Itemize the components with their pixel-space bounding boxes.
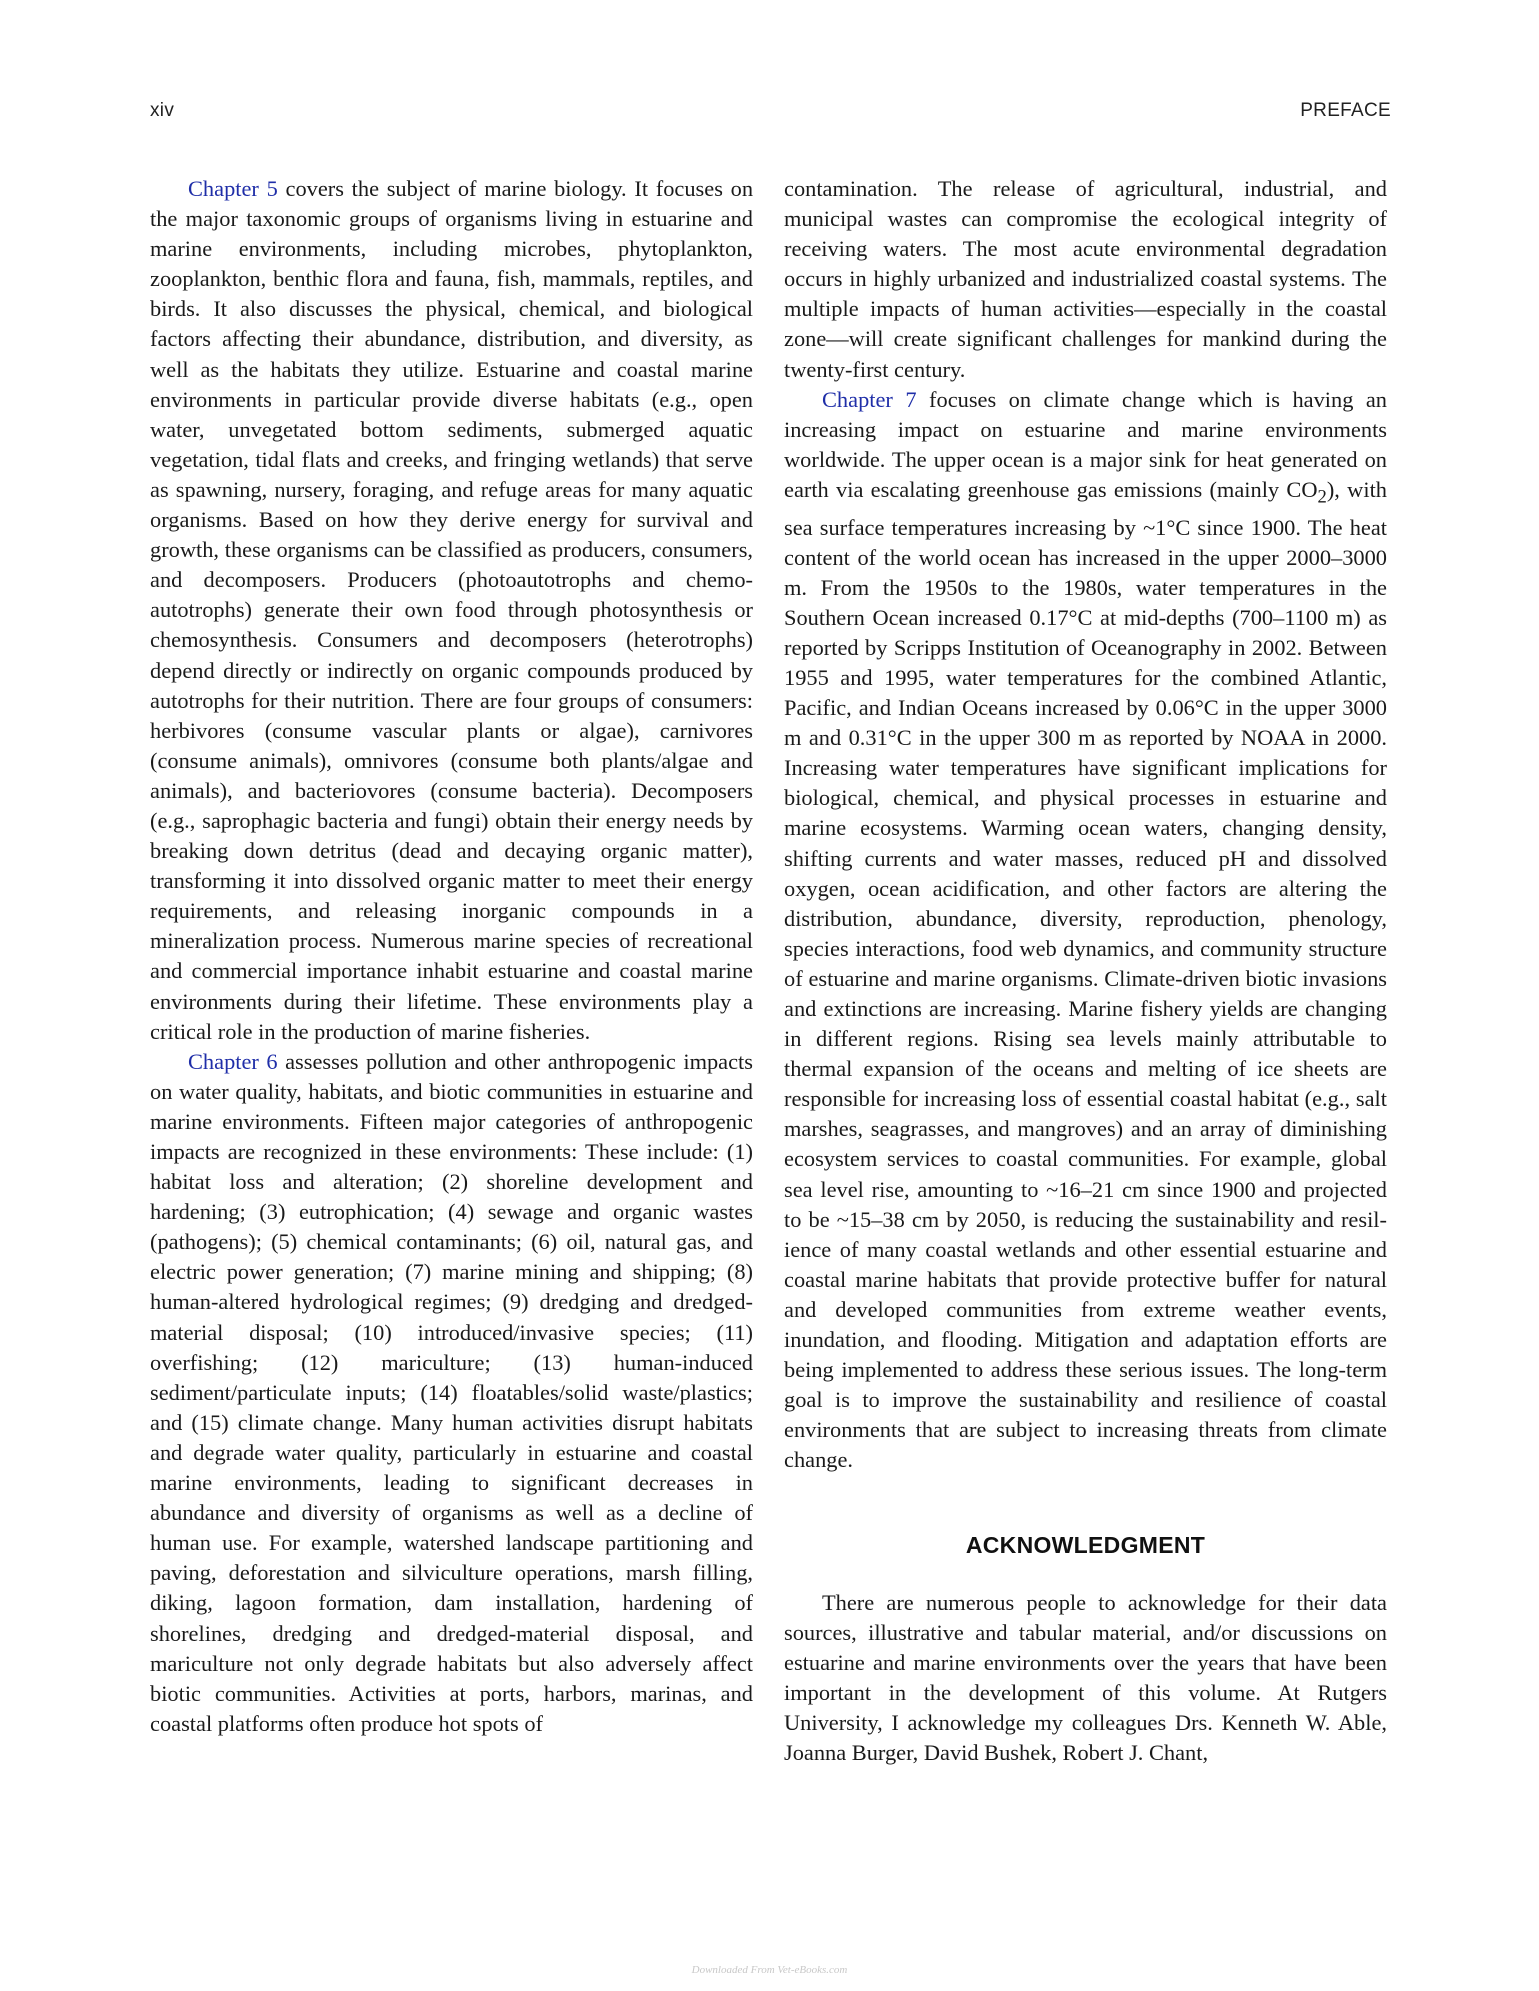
chapter-7-link[interactable]: Chapter 7 [822, 386, 917, 412]
paragraph-chapter-6 [150, 1047, 753, 1739]
page-number: xiv [150, 100, 175, 121]
chapter-6-link[interactable]: Chapter 6 [188, 1048, 278, 1074]
watermark: Downloaded From Vet-eBooks.com [691, 1964, 848, 1976]
paragraph-text: covers the subject of marine biology. It focuses on the major taxonomic groups of organisms living in estuarine and marine environments, including microbes, phytoplankton, zooplankton, benthic flora and fauna, fish, mammals, reptiles, and birds. It also discusses the physical, chemical, and biological factors affecting their abundance, distribution, and diversity, as well as the habitats they utilize. Estuarine and coastal marine environments in particular provide diverse habitats (e.g., open water, unvegetated bottom sediments, submerged aquatic vegetation, tidal flats and creeks, and fringing wetlands) that serve as spawning, nursery, foraging, and refuge areas for many aquatic organisms. Based on how they derive energy for survival and growth, these organisms can be classified as producers, consumers, and decomposers. Producers (photoautotrophs and chemoautotrophs) generate their own food through photosynthesis or chemosynthesis. Consumers and decomposers (heterotrophs) depend directly or indirectly on organic compounds produced by autotrophs for their nutrition. There are four groups of consumers: herbivores (consume vascular plants or algae), carnivores (consume animals), omnivores (consume both plants/algae and animals), and bacteriovores (consume bacteria). Decomposers (e.g., saprophagic bacteria and fungi) obtain their energy needs by breaking down detritus (dead and decaying organic matter), transforming it into dissolved organic matter to meet their energy requirements, and releasing inorganic compounds in a mineralization process. Numerous marine species of recreational and commercial importance inhabit estuarine and coastal marine environments during their lifetime. These environments play a critical role in the production of marine fisheries. [150, 176, 754, 1044]
chapter-5-link[interactable]: Chapter 5 [188, 176, 278, 201]
subscript: 2 [1317, 486, 1327, 508]
paragraph-continuation: contamination. The release of agricultural, industrial, and municipal wastes can compromise the ecological integrity of receiving waters. The most acute environmental degradation occurs in highly urbanized and industrialized coastal systems. The multiple impacts of human activities—especially in the coastal zone—will create significant challenges for mankind during the twenty-first century. [784, 176, 1387, 382]
left-column [150, 174, 753, 1739]
acknowledgment-heading: ACKNOWLEDGMENT [965, 1531, 1206, 1558]
paragraph-chapter-7 [784, 385, 1387, 1476]
running-title: PREFACE [1300, 100, 1391, 121]
paragraph-text: focuses on climate change which is having an increasing impact on estuarine and marine environments worldwide. The upper ocean is a major sink for heat generated on earth via escalating greenhouse gas emissions (mainly CO [784, 386, 1388, 502]
right-column [784, 174, 1387, 1768]
paragraph-text: ), with sea surface temperatures increasing by ~1°C since 1900. The heat content of the world ocean has increased in the upper 2000–3000 m. From the 1950s to the 1980s, water temperatures in the Southern Ocean increased 0.17°C at mid-depths (700–1100 m) as reported by Scripps Institution of Oceanography in 2002. Between 1955 and 1995, water temperatures for the combined Atlantic, Pacific, and Indian Oceans increased by 0.06°C in the upper 3000 m and 0.31°C in the upper 300 m as reported by NOAA in 2000. Increasing water temperatures have significant implications for biological, chemical, and physical processes in estuarine and marine ecosystems. Warming ocean waters, changing density, shifting currents and water masses, reduced pH and dissolved oxygen, ocean acidification, and other factors are altering the distribution, abundance, diversity, reproduction, phenology, species interactions, food web dynamics, and community structure of estuarine and marine organisms. Climate-driven biotic invasions and extinctions are increasing. Marine fishery yields are changing in different regions. Rising sea levels mainly attributable to thermal expansion of the oceans and melting of ice sheets are responsible for increasing loss of essential coastal habitat (e.g., salt marshes, seagrasses, and mangroves) and an array of diminishing ecosystem services to coastal communities. For example, global sea level rise, amounting to ~16–21 cm since 1900 and projected to be ~15–38 cm by 2050, is reducing the sustainability and resilience of many coastal wetlands and other essential estuarine and coastal marine habitats that provide protective buffer for natural and developed communities from extreme weather events, inundation, and flooding. Mitigation and adaptation efforts are being implemented to address these serious issues. The long-term goal is to improve the sustainability and resilience of coastal environments that are subject to increasing threats from climate change. [784, 476, 1387, 1473]
paragraph-text: assesses pollution and other anthropogenic impacts on water quality, habitats, and biotic communities in estuarine and marine environments. Fifteen major categories of anthropogenic impacts are recognized in these environments: These include: (1) habitat loss and alteration; (2) shoreline development and hardening; (3) eutrophication; (4) sewage and organic wastes (pathogens); (5) chemical contaminants; (6) oil, natural gas, and electric power generation; (7) marine mining and shipping; (8) human-altered hydrological regimes; (9) dredging and dredged-material disposal; (10) introduced/invasive species; (11) overfishing; (12) mariculture; (13) human-induced sediment/particulate inputs; (14) floatables/solid waste/plastics; and (15) climate change. Many human activities disrupt habitats and degrade water quality, particularly in estuarine and coastal marine environments, leading to significant decreases in abundance and diversity of organisms as well as a decline of human use. For example, watershed landscape partitioning and paving, deforestation and silviculture operations, marsh filling, diking, lagoon formation, dam installation, hardening of shorelines, dredging and dredged-material disposal, and mariculture not only degrade habitats but also adversely affect biotic communities. Activities at ports, harbors, marinas, and coastal platforms often produce hot spots of [150, 1048, 753, 1736]
paragraph-chapter-5 [150, 174, 753, 1047]
acknowledgment-paragraph: There are numerous people to acknowledge for their data sources, illustrative and tabular material, and/or discussions on estuarine and marine environments over the years that have been important in the development of this volume. At Rutgers University, I acknowledge my colleagues Drs. Kenneth W. Able, Joanna Burger, David Bushek, Robert J. Chant, [784, 1589, 1387, 1766]
